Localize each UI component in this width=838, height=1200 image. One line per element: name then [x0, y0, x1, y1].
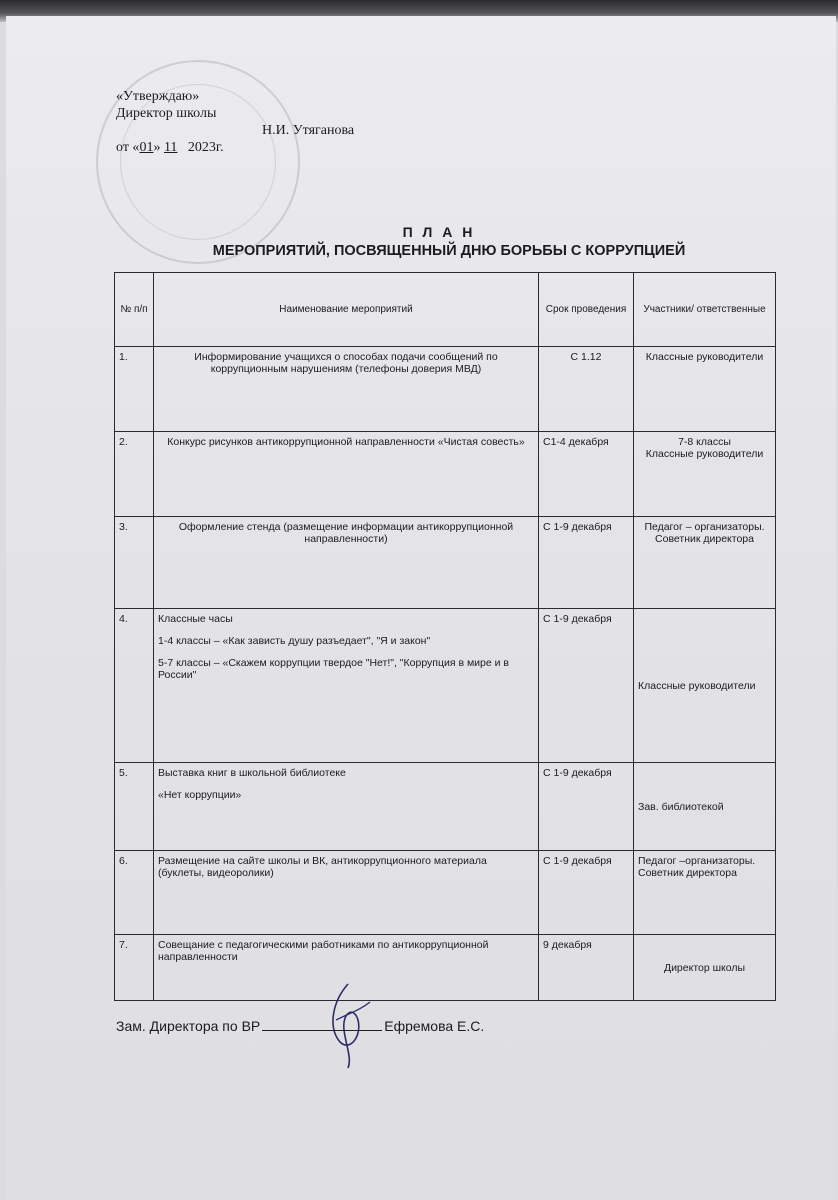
- header-date: Срок проведения: [539, 273, 634, 347]
- row-name: Размещение на сайте школы и ВК, антикоррупционного материала (буклеты, видеоролики): [154, 851, 539, 935]
- row-resp: Классные руководители: [634, 347, 776, 432]
- header-num: № п/п: [115, 273, 154, 347]
- approval-date-year: 2023г.: [187, 140, 224, 155]
- table-row: [115, 432, 776, 517]
- document-title: [0, 224, 838, 259]
- row-date: С 1-9 декабря: [539, 517, 634, 609]
- table-row: [115, 851, 776, 935]
- table-header-row: [115, 273, 776, 347]
- approval-block: [116, 88, 354, 156]
- row-resp: Педагог – организаторы. Советник директора: [634, 517, 776, 609]
- row-date: С1-4 декабря: [539, 432, 634, 517]
- row-name: Совещание с педагогическими работниками по антикоррупционной направленности: [154, 935, 539, 1001]
- approval-name: Н.И. Утяганова: [262, 123, 355, 138]
- row-num: 2.: [115, 432, 154, 517]
- footer-signoff: [116, 1018, 484, 1034]
- events-table: [114, 272, 776, 1001]
- row-num: 4.: [115, 609, 154, 763]
- approval-date-day: 01: [139, 140, 154, 155]
- table-row: [115, 517, 776, 609]
- approval-position: Директор школы: [116, 106, 217, 121]
- table-row: [115, 347, 776, 432]
- header-name: Наименование мероприятий: [154, 273, 539, 347]
- row-resp: 7-8 классы Классные руководители: [634, 432, 776, 517]
- row-num: 7.: [115, 935, 154, 1001]
- row-num: 6.: [115, 851, 154, 935]
- row-date: С 1.12: [539, 347, 634, 432]
- header-resp: Участники/ ответственные: [634, 273, 776, 347]
- row-date: С 1-9 декабря: [539, 763, 634, 851]
- row-name: Информирование учащихся о способах подачи сообщений по коррупционным нарушениям (телефоны доверия МВД): [154, 347, 539, 432]
- table-row: [115, 763, 776, 851]
- approval-heading: «Утверждаю»: [116, 89, 200, 104]
- footer-name: Ефремова Е.С.: [384, 1018, 485, 1034]
- row-name: Конкурс рисунков антикоррупционной направленности «Чистая совесть»: [154, 432, 539, 517]
- row-num: 5.: [115, 763, 154, 851]
- row-date: С 1-9 декабря: [539, 851, 634, 935]
- approval-date: от «01» 11 2023г.: [116, 140, 224, 155]
- row-name: Выставка книг в школьной библиотеке «Нет коррупции»: [154, 763, 539, 851]
- table-row: [115, 609, 776, 763]
- row-num: 1.: [115, 347, 154, 432]
- row-num: 3.: [115, 517, 154, 609]
- row-date: С 1-9 декабря: [539, 609, 634, 763]
- row-resp: Педагог –организаторы. Советник директора: [634, 851, 776, 935]
- row-resp: Директор школы: [634, 935, 776, 1001]
- row-resp: Классные руководители: [634, 609, 776, 763]
- row-date: 9 декабря: [539, 935, 634, 1001]
- row-name: Оформление стенда (размещение информации антикоррупционной направленности): [154, 517, 539, 609]
- title-plan: П Л А Н: [402, 224, 476, 240]
- footer-position: Зам. Директора по ВР: [116, 1018, 261, 1034]
- row-name: Классные часы 1-4 классы – «Как зависть душу разъедает", "Я и закон" 5-7 классы – «Скажем коррупции твердое "Нет!", "Коррупция в мире и в России": [154, 609, 539, 763]
- table-row: [115, 935, 776, 1001]
- footer-signature-line: [262, 1030, 382, 1031]
- approval-date-month: 11: [163, 140, 178, 155]
- row-resp: Зав. библиотекой: [634, 763, 776, 851]
- title-subject: МЕРОПРИЯТИЙ, ПОСВЯЩЕННЫЙ ДНЮ БОРЬБЫ С КОРРУПЦИЕЙ: [212, 243, 686, 259]
